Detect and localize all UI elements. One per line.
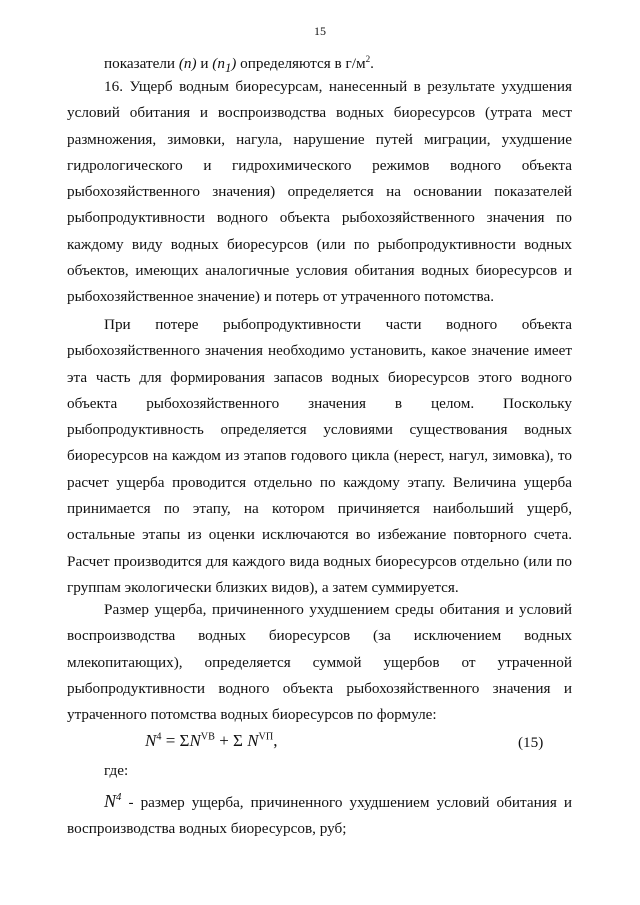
sum-symbol: Σ <box>233 731 243 750</box>
formula-term-sup: VП <box>258 731 274 743</box>
paragraph-16-text: 16. Ущерб водным биоресурсам, нанесенный в результате ухудшения условий обитания и воспроизводства водных биоресурсов (утрата мест размножения, зимовки, нагула, нарушение путей миграции, ухудшение гидрологического и гидрохимического режимов водного объекта рыбохозяйственного значения) определяется на основании показателей рыбопродуктивности водного объекта рыбохозяйственного значения по каждому виду водных биоресурсов (или по рыбопродуктивности водных объектов, имеющих аналогичные условия обитания водных биоресурсов и рыбохозяйственное значение) и потерь от утраченного потомства. <box>67 78 572 306</box>
where-label: где: <box>104 762 129 779</box>
variable-n1-base: (n <box>212 55 225 73</box>
variable-n1 <box>212 55 237 76</box>
definition-symbol-sup: 4 <box>116 791 122 803</box>
paragraph-productivity-loss-text: При потере рыбопродуктивности части водного объекта рыбохозяйственного значения необходимо установить, какое значение имеет эта часть для формирования запасов водных биоресурсов этого водного объекта рыбохозяйственного значения в целом. Поскольку рыбопродуктивность определяется условиями существования водных биоресурсов на каждом из этапов годового цикла (нерест, нагул, зимовка), то расчет ущерба проводится отдельно по каждому этапу. Величина ущерба принимается по этапу, на котором причиняется наибольший ущерб, остальные этапы из оценки исключаются во избежание повторного счета. Расчет производится для каждого вида водных биоресурсов отдельно (или по группам экологически близких видов), а затем суммируется. <box>67 316 572 596</box>
definition-text: - размер ущерба, причиненного ухудшением условий обитания и воспроизводства водных биоресурсов, руб; <box>67 794 572 838</box>
text-run: . <box>370 55 374 73</box>
formula-term-sup: VB <box>200 731 215 743</box>
formula-equals: = <box>161 731 180 750</box>
sum-symbol: Σ <box>179 731 190 750</box>
text-run: и <box>196 55 213 73</box>
definition-symbol <box>104 791 121 811</box>
formula-term: N <box>189 731 201 750</box>
text-run: определяются в г/м <box>236 55 366 73</box>
paragraph-definition <box>67 784 572 843</box>
variable-n1-subscript: 1 <box>224 61 232 76</box>
paragraph-16 <box>67 74 572 311</box>
paragraph-where <box>67 758 572 784</box>
text-run: показатели <box>104 55 179 73</box>
formula-lhs: N <box>145 731 157 750</box>
formula-plus: + <box>214 731 234 750</box>
paragraph-damage-size <box>67 597 572 728</box>
formula-number: (15) <box>518 734 544 751</box>
page-number: 15 <box>314 24 326 38</box>
formula-term: N <box>247 731 259 750</box>
formula-15 <box>145 731 278 751</box>
paragraph-damage-size-text: Размер ущерба, причиненного ухудшением среды обитания и условий воспроизводства водных биоресурсов (за исключением водных млекопитающих), определяется суммой ущербов от утраченной рыбопродуктивности водного объекта рыбохозяйственного значения и утраченного потомства водных биоресурсов по формуле: <box>67 601 572 724</box>
formula-comma: , <box>273 731 278 750</box>
paragraph-productivity-loss <box>67 312 572 601</box>
superscript: 2 <box>365 54 371 64</box>
definition-symbol-base: N <box>104 791 117 811</box>
formula-lhs-sup: 4 <box>156 731 162 743</box>
variable-n: (n) <box>178 55 197 73</box>
variable-n1-close: ) <box>231 55 237 73</box>
